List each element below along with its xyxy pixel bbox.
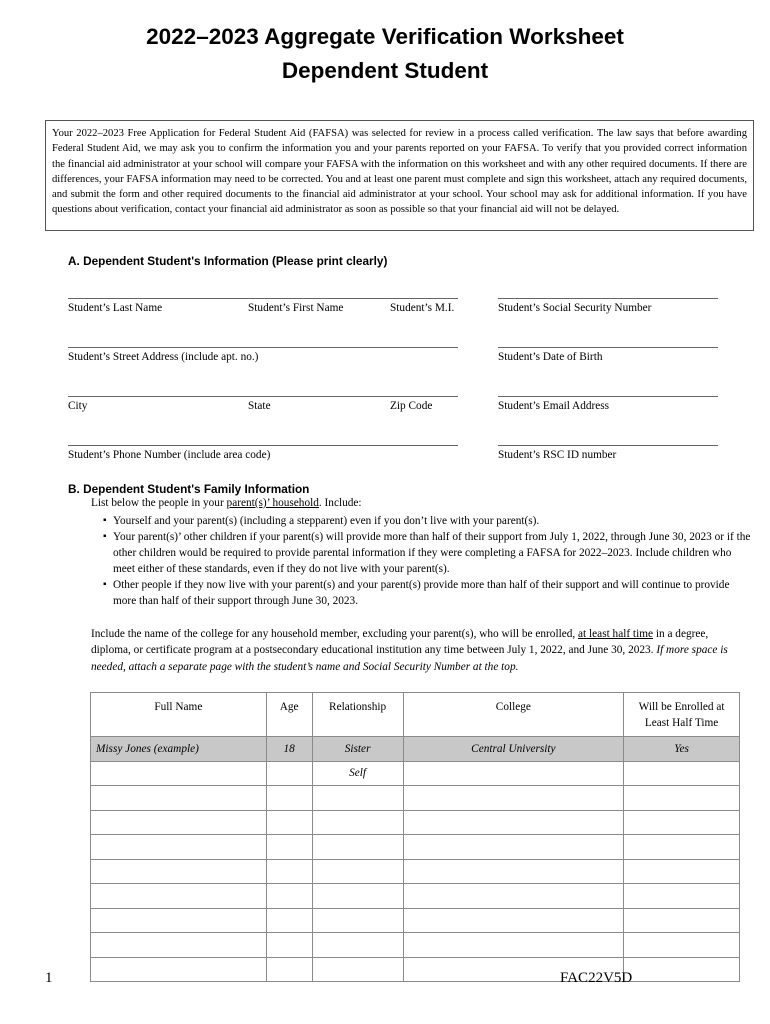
college-cell[interactable] bbox=[403, 786, 624, 811]
household-table bbox=[90, 692, 740, 982]
age-cell[interactable] bbox=[266, 786, 312, 811]
rsc-label: Student’s RSC ID number bbox=[498, 449, 617, 461]
section-b-heading: B. Dependent Student's Family Information bbox=[68, 482, 310, 496]
list-item: ▪ Other people if they now live with your parent(s) and your parent(s) provide more than half of their support and will continue to provide more than half of their support through June 30, 2023. bbox=[103, 577, 755, 609]
col-relationship: Relationship bbox=[312, 693, 403, 737]
table-row bbox=[91, 933, 740, 958]
relationship-cell[interactable] bbox=[312, 884, 403, 909]
dob-label: Student’s Date of Birth bbox=[498, 351, 603, 363]
college-cell[interactable] bbox=[403, 835, 624, 860]
ssn-line[interactable] bbox=[498, 298, 718, 299]
name-cell[interactable] bbox=[91, 786, 267, 811]
relationship-cell[interactable] bbox=[312, 933, 403, 958]
age-cell[interactable] bbox=[266, 810, 312, 835]
age-cell[interactable] bbox=[266, 835, 312, 860]
phone-label: Student’s Phone Number (include area code) bbox=[68, 449, 271, 461]
college-cell[interactable] bbox=[403, 810, 624, 835]
street-line[interactable] bbox=[68, 347, 458, 348]
relationship-cell[interactable] bbox=[312, 786, 403, 811]
college-cell[interactable] bbox=[403, 859, 624, 884]
enrolled-cell[interactable] bbox=[624, 933, 740, 958]
enrolled-cell[interactable] bbox=[624, 859, 740, 884]
example-name: Missy Jones (example) bbox=[91, 737, 267, 762]
name-cell[interactable] bbox=[91, 810, 267, 835]
enrolled-cell[interactable] bbox=[624, 786, 740, 811]
name-cell[interactable] bbox=[91, 761, 267, 786]
rsc-line[interactable] bbox=[498, 445, 718, 446]
relationship-cell[interactable] bbox=[312, 908, 403, 933]
relationship-cell[interactable] bbox=[312, 859, 403, 884]
age-cell[interactable] bbox=[266, 884, 312, 909]
name-cell[interactable] bbox=[91, 908, 267, 933]
enrolled-cell[interactable] bbox=[624, 761, 740, 786]
list-item: ▪ Your parent(s)’ other children if your parent(s) will provide more than half of their support from July 1, 2022, through June 30, 2023 or if the other children would be required to provide parental information if they were completing a FAFSA for 2022–2023. Include children who meet either of these standards, even if they do not live with your parent(s). bbox=[103, 529, 755, 577]
enrolled-cell[interactable] bbox=[624, 957, 740, 982]
col-age: Age bbox=[266, 693, 312, 737]
self-relationship-cell: Self bbox=[312, 761, 403, 786]
name-cell[interactable] bbox=[91, 933, 267, 958]
table-row bbox=[91, 761, 740, 786]
enrolled-cell[interactable] bbox=[624, 835, 740, 860]
page-number: 1 bbox=[45, 970, 53, 986]
name-cell[interactable] bbox=[91, 884, 267, 909]
list-item: ▪ Yourself and your parent(s) (including a stepparent) even if you don’t live with your parent(s). bbox=[103, 513, 755, 529]
table-row bbox=[91, 835, 740, 860]
table-row bbox=[91, 859, 740, 884]
household-intro: List below the people in your parent(s)’ household. Include: bbox=[91, 497, 362, 509]
college-cell[interactable] bbox=[403, 933, 624, 958]
verification-notice: Your 2022–2023 Free Application for Federal Student Aid (FAFSA) was selected for review in a process called verification. The law says that before awarding Federal Student Aid, we may ask you to confirm the information you and your parents reported on your FAFSA. To verify that you provided correct information the financial aid administrator at your school will compare your FAFSA with the information on this worksheet and with any other required documents. If there are differences, your FAFSA information may need to be corrected. You and at least one parent must complete and sign this worksheet, attach any required documents, and submit the form and other required documents to the financial aid administrator at your school. Your school may ask for additional information. If you have questions about verification, contact your financial aid administrator as soon as possible so that your financial aid will not be delayed. bbox=[45, 120, 754, 231]
age-cell[interactable] bbox=[266, 957, 312, 982]
city-label: City bbox=[68, 400, 88, 412]
age-cell[interactable] bbox=[266, 761, 312, 786]
col-full-name: Full Name bbox=[91, 693, 267, 737]
age-cell[interactable] bbox=[266, 908, 312, 933]
table-row bbox=[91, 810, 740, 835]
zip-label: Zip Code bbox=[390, 400, 433, 412]
state-label: State bbox=[248, 400, 271, 412]
enrolled-cell[interactable] bbox=[624, 884, 740, 909]
phone-line[interactable] bbox=[68, 445, 458, 446]
worksheet-title: 2022–2023 Aggregate Verification Worksheet bbox=[146, 24, 624, 49]
col-enrolled: Will be Enrolled at Least Half Time bbox=[624, 693, 740, 737]
college-cell[interactable] bbox=[403, 761, 624, 786]
college-cell[interactable] bbox=[403, 884, 624, 909]
name-cell[interactable] bbox=[91, 957, 267, 982]
college-cell[interactable] bbox=[403, 908, 624, 933]
example-relationship: Sister bbox=[312, 737, 403, 762]
table-row bbox=[91, 884, 740, 909]
example-age: 18 bbox=[266, 737, 312, 762]
table-row bbox=[91, 786, 740, 811]
section-a-heading: A. Dependent Student's Information (Please print clearly) bbox=[68, 254, 388, 268]
example-college: Central University bbox=[403, 737, 624, 762]
email-label: Student’s Email Address bbox=[498, 400, 610, 412]
example-row bbox=[91, 737, 740, 762]
relationship-cell[interactable] bbox=[312, 835, 403, 860]
relationship-cell[interactable] bbox=[312, 957, 403, 982]
form-code: FAC22V5D bbox=[560, 970, 633, 986]
relationship-cell[interactable] bbox=[312, 810, 403, 835]
college-instructions: Include the name of the college for any household member, excluding your parent(s), who will be enrolled, at least half time in a degree, diploma, or certificate program at a postsecondary educational institution any time between July 1, 2022, and June 30, 2023. If more space is needed, attach a separate page with the student’s name and Social Security Number at the top. bbox=[91, 628, 728, 673]
include-list bbox=[103, 513, 755, 609]
name-cell[interactable] bbox=[91, 859, 267, 884]
dob-line[interactable] bbox=[498, 347, 718, 348]
ssn-label: Student’s Social Security Number bbox=[498, 302, 652, 314]
example-enrolled: Yes bbox=[624, 737, 740, 762]
col-college: College bbox=[403, 693, 624, 737]
mi-label: Student’s M.I. bbox=[390, 302, 455, 314]
email-line[interactable] bbox=[498, 396, 718, 397]
last-name-label: Student’s Last Name bbox=[68, 302, 163, 314]
table-header-row bbox=[91, 693, 740, 737]
age-cell[interactable] bbox=[266, 859, 312, 884]
city-state-zip-line[interactable] bbox=[68, 396, 458, 397]
street-label: Student’s Street Address (include apt. no.) bbox=[68, 351, 259, 363]
first-name-label: Student’s First Name bbox=[248, 302, 344, 314]
name-cell[interactable] bbox=[91, 835, 267, 860]
table-row bbox=[91, 957, 740, 982]
worksheet-subtitle: Dependent Student bbox=[281, 58, 489, 83]
name-line[interactable] bbox=[68, 298, 458, 299]
household-term: parent(s)’ household bbox=[226, 497, 319, 509]
age-cell[interactable] bbox=[266, 933, 312, 958]
table-row bbox=[91, 908, 740, 933]
enrolled-cell[interactable] bbox=[624, 908, 740, 933]
enrolled-cell[interactable] bbox=[624, 810, 740, 835]
